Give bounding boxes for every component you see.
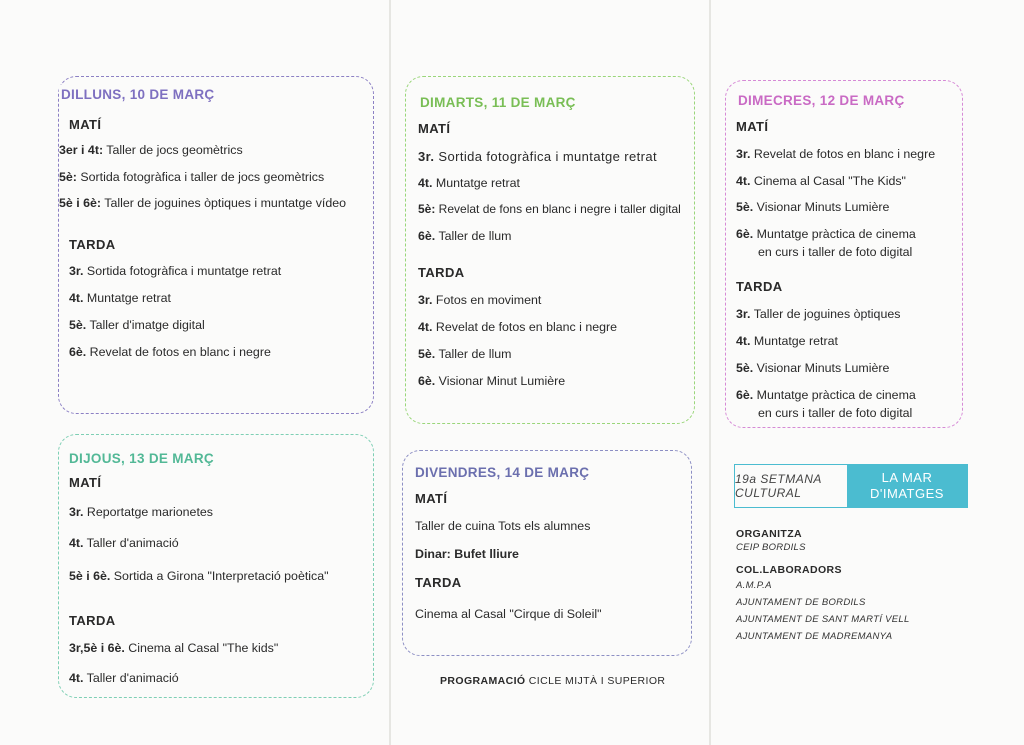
collaborator-item: AJUNTAMENT DE MADREMANYA (736, 631, 893, 642)
schedule-item: 5è. Visionar Minuts Lumière (736, 361, 890, 375)
collaborator-item: A.M.P.A (736, 580, 772, 591)
schedule-item: 3r. Fotos en moviment (418, 293, 542, 307)
lunch-note: Dinar: Bufet lliure (415, 547, 519, 561)
schedule-item: 4t. Taller d'animació (69, 536, 179, 550)
schedule-item: 4t. Cinema al Casal "The Kids" (736, 174, 906, 188)
event-logo (734, 464, 968, 508)
schedule-item: 3er i 4t: Taller de jocs geomètrics (59, 143, 243, 157)
logo-left-text: 19a SETMANA CULTURAL (735, 472, 822, 500)
day-title: DIVENDRES, 14 DE MARÇ (413, 463, 595, 482)
day-title: DIJOUS, 13 DE MARÇ (67, 449, 220, 468)
section-mati: MATÍ (415, 491, 448, 506)
schedule-item: 6è. Muntatge pràctica de cinema en curs i taller de foto digital (736, 388, 916, 420)
card-tuesday (405, 76, 695, 424)
day-title: DIMECRES, 12 DE MARÇ (736, 91, 911, 110)
section-tarda: TARDA (736, 279, 783, 294)
section-mati: MATÍ (69, 117, 102, 132)
schedule-item: 3r. Reportatge marionetes (69, 505, 213, 519)
schedule-item: 4t. Muntatge retrat (418, 176, 520, 190)
section-tarda: TARDA (69, 237, 116, 252)
card-friday (402, 450, 692, 656)
section-mati: MATÍ (418, 121, 451, 136)
section-mati: MATÍ (736, 119, 769, 134)
schedule-item: 4t. Revelat de fotos en blanc i negre (418, 320, 618, 334)
schedule-item: 5è i 6è: Taller de joguines òptiques i muntatge vídeo (59, 196, 347, 210)
section-tarda: TARDA (415, 575, 462, 590)
schedule-item: Taller de cuina Tots els alumnes (415, 519, 591, 533)
schedule-item: 6è. Revelat de fotos en blanc i negre (69, 345, 271, 359)
schedule-item: 5è: Revelat de fons en blanc i negre i taller digital (418, 202, 681, 216)
organitza-item: CEIP BORDILS (736, 542, 806, 553)
collaboradors-heading: COL.LABORADORS (736, 564, 842, 576)
logo-title-line2: D'IMATGES (870, 486, 944, 501)
schedule-item: 4t. Muntatge retrat (736, 334, 838, 348)
schedule-item: 5è. Taller de llum (418, 347, 512, 361)
card-thursday (58, 434, 374, 698)
schedule-item: 3r. Taller de joguines òptiques (736, 307, 901, 321)
schedule-item: 6è. Visionar Minut Lumière (418, 374, 566, 388)
schedule-item: 5è. Taller d'imatge digital (69, 318, 205, 332)
schedule-item: 5è. Visionar Minuts Lumière (736, 200, 890, 214)
schedule-item: 3r,5è i 6è. Cinema al Casal "The kids" (69, 641, 279, 655)
collaborator-item: AJUNTAMENT DE SANT MARTÍ VELL (736, 614, 910, 625)
schedule-item: 3r. Sortida fotogràfica i muntatge retrat (69, 264, 282, 278)
day-title: DILLUNS, 10 DE MARÇ (59, 85, 220, 104)
day-title: DIMARTS, 11 DE MARÇ (418, 93, 582, 112)
schedule-item: 5è: Sortida fotogràfica i taller de jocs geomètrics (59, 170, 325, 184)
logo-right-block (847, 465, 967, 507)
schedule-item: 4t. Muntatge retrat (69, 291, 171, 305)
collaborator-item: AJUNTAMENT DE BORDILS (736, 597, 866, 608)
card-monday (58, 76, 374, 414)
schedule-item: 4t. Taller d'animació (69, 671, 179, 685)
section-mati: MATÍ (69, 475, 102, 490)
organitza-heading: ORGANITZA (736, 528, 803, 540)
footer-programacio: PROGRAMACIÓ CICLE MIJTÀ I SUPERIOR (440, 675, 666, 687)
schedule-item: 5è i 6è. Sortida a Girona "Interpretació poètica" (69, 569, 329, 583)
card-wednesday (725, 80, 963, 428)
schedule-item: 6è. Muntatge pràctica de cinema en curs i taller de foto digital (736, 227, 916, 259)
schedule-item: 3r. Sortida fotogràfica i muntatge retrat (418, 149, 657, 164)
logo-title-line1: LA MAR (881, 470, 933, 485)
schedule-item: Cinema al Casal "Cirque di Soleil" (415, 607, 602, 621)
schedule-item: 3r. Revelat de fotos en blanc i negre (736, 147, 936, 161)
section-tarda: TARDA (69, 613, 116, 628)
schedule-item: 6è. Taller de llum (418, 229, 512, 243)
section-tarda: TARDA (418, 265, 465, 280)
